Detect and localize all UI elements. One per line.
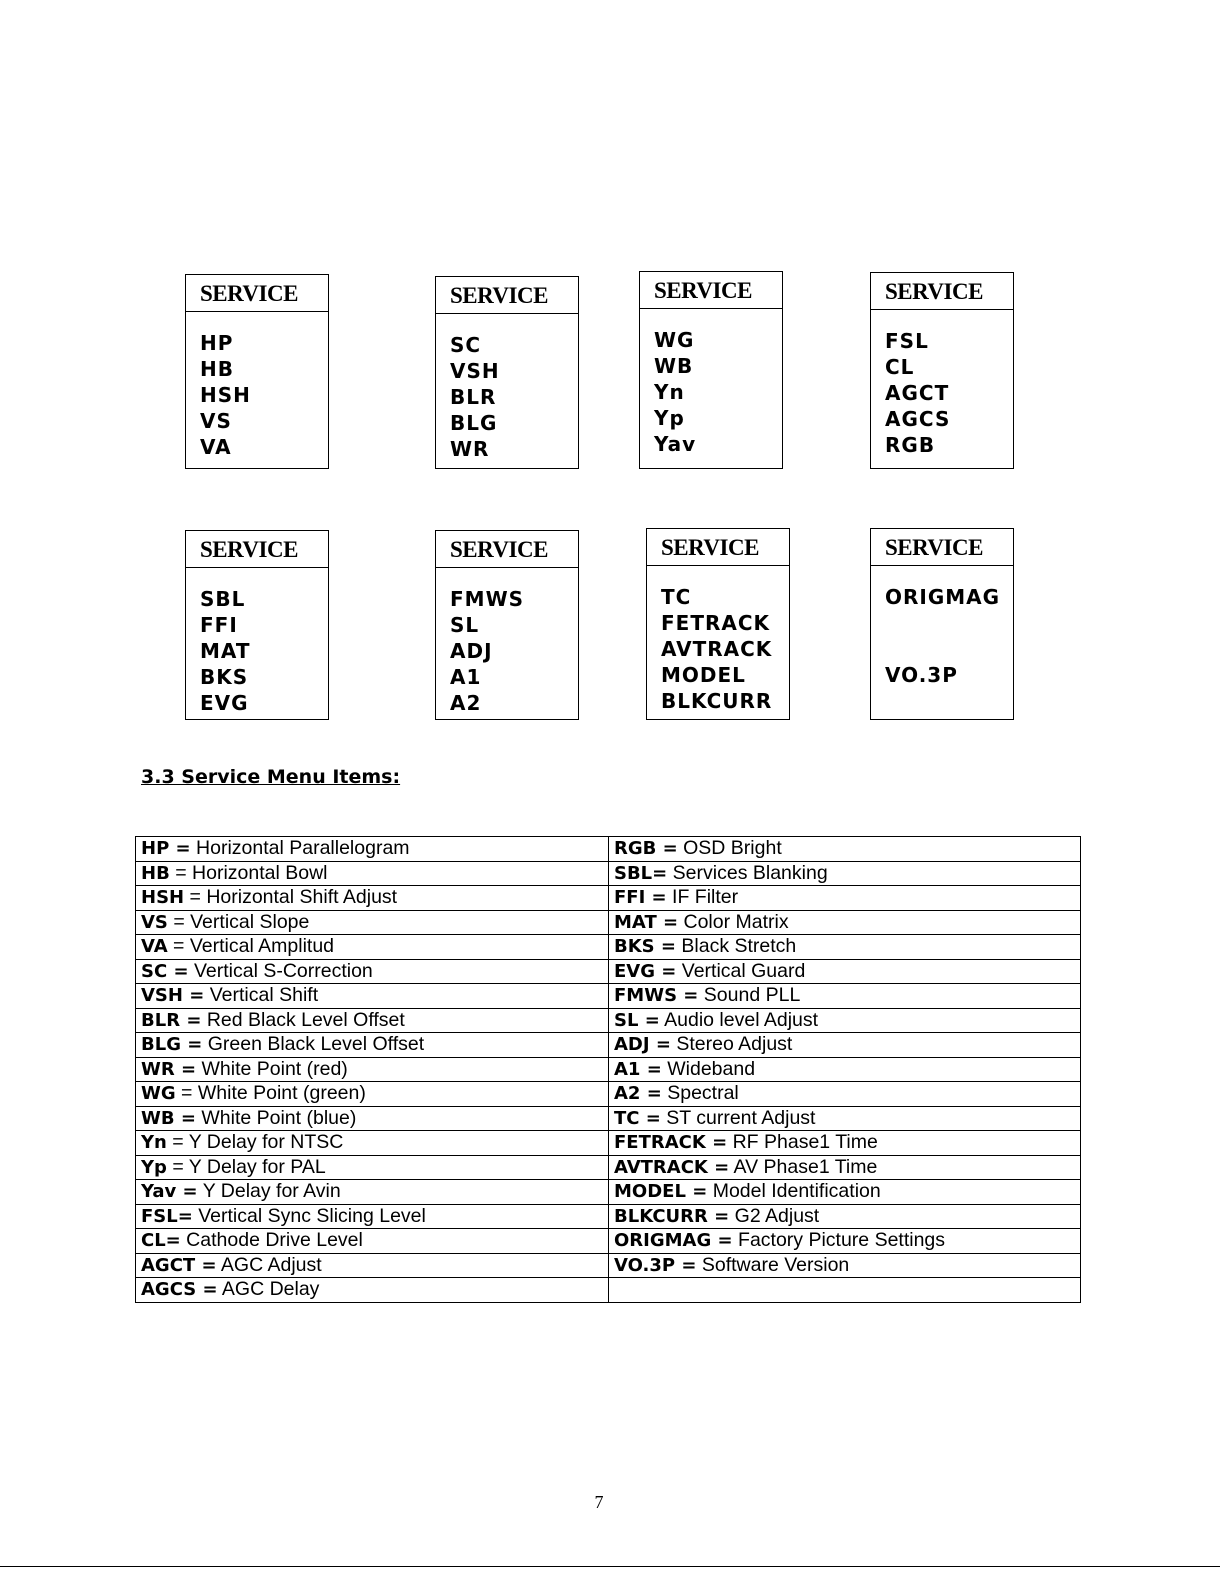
service-menu-items-table: [135, 836, 1081, 1303]
service-menu-item: WG: [654, 328, 695, 352]
service-menu-item: AGCS: [885, 407, 951, 431]
service-menu-item: VSH: [450, 359, 500, 383]
item-abbreviation: BLR =: [141, 1009, 202, 1031]
table-cell-right: [609, 1057, 1081, 1082]
item-description: IF Filter: [666, 886, 739, 909]
item-description: Vertical Sync Slicing Level: [192, 1204, 426, 1227]
service-menu-item: CL: [885, 355, 915, 379]
table-cell-right: [609, 1008, 1081, 1033]
service-menu-item: MODEL: [661, 663, 746, 687]
service-menu-item: HSH: [200, 383, 251, 407]
service-menu-item: EVG: [200, 691, 249, 715]
item-abbreviation: EVG =: [614, 960, 677, 982]
item-description: Red Black Level Offset: [201, 1008, 405, 1031]
table-cell-right: [609, 1106, 1081, 1131]
item-abbreviation: VA: [141, 936, 168, 958]
item-description: = Horizontal Shift Adjust: [184, 886, 398, 909]
service-menu-item: HB: [200, 357, 234, 381]
table-cell-left: [136, 1106, 609, 1131]
table-cell-left: [136, 984, 609, 1009]
service-menu-item: SC: [450, 333, 482, 357]
service-menu-item: BKS: [200, 665, 249, 689]
item-abbreviation: AVTRACK =: [614, 1156, 730, 1178]
service-menu-box: [435, 530, 579, 720]
item-description: Vertical Guard: [676, 959, 806, 982]
service-menu-item: MAT: [200, 639, 251, 663]
service-menu-title: SERVICE: [436, 531, 578, 568]
item-description: Horizontal Parallelogram: [190, 837, 410, 860]
item-abbreviation: BLKCURR =: [614, 1205, 730, 1227]
service-menu-item: SBL: [200, 587, 246, 611]
service-menu-item: A2: [450, 691, 482, 715]
service-menu-item-list: [436, 568, 578, 716]
table-row: [136, 959, 1081, 984]
item-abbreviation: HSH: [141, 887, 185, 909]
item-description: Stereo Adjust: [670, 1033, 793, 1056]
item-description: Vertical Shift: [204, 984, 319, 1007]
table-cell-left: [136, 1008, 609, 1033]
table-cell-left: [136, 1204, 609, 1229]
table-row: [136, 1253, 1081, 1278]
table-cell-left: [136, 910, 609, 935]
footer-divider: [0, 1566, 1220, 1567]
item-abbreviation: BKS =: [614, 936, 676, 958]
item-abbreviation: BLG =: [141, 1034, 203, 1056]
table-cell-right: [609, 1229, 1081, 1254]
table-row: [136, 1155, 1081, 1180]
service-menu-title: SERVICE: [640, 272, 782, 309]
service-menu-box: [185, 274, 329, 469]
item-description: White Point (blue): [195, 1106, 357, 1129]
item-abbreviation: TC =: [614, 1107, 661, 1129]
table-cell-left: [136, 1180, 609, 1205]
item-description: AGC Delay: [217, 1278, 320, 1301]
item-abbreviation: VSH =: [141, 985, 205, 1007]
service-menu-box: [185, 530, 329, 720]
item-abbreviation: HP =: [141, 838, 191, 860]
table-cell-right: [609, 1082, 1081, 1107]
service-menu-item: HP: [200, 331, 234, 355]
table-row: [136, 984, 1081, 1009]
service-menu-item: AGCT: [885, 381, 950, 405]
table-cell-right: [609, 1180, 1081, 1205]
item-abbreviation: SBL=: [614, 862, 668, 884]
item-abbreviation: HB: [141, 862, 170, 884]
table-cell-left: [136, 1033, 609, 1058]
item-description: Green Black Level Offset: [202, 1033, 425, 1056]
item-abbreviation: SL =: [614, 1009, 660, 1031]
item-description: Color Matrix: [678, 910, 789, 933]
item-description: = Y Delay for NTSC: [166, 1131, 344, 1154]
item-abbreviation: VO.3P =: [614, 1254, 697, 1276]
table-cell-left: [136, 1082, 609, 1107]
table-row: [136, 1033, 1081, 1058]
section-heading: 3.3 Service Menu Items:: [141, 766, 401, 788]
table-cell-right: [609, 1278, 1081, 1303]
table-row: [136, 1229, 1081, 1254]
item-abbreviation: WG: [141, 1083, 176, 1105]
service-menu-item: Yav: [654, 432, 697, 456]
table-cell-right: [609, 959, 1081, 984]
service-menu-item: ADJ: [450, 639, 493, 663]
table-cell-left: [136, 1155, 609, 1180]
table-row: [136, 1057, 1081, 1082]
item-abbreviation: AGCT =: [141, 1254, 217, 1276]
table-cell-right: [609, 1204, 1081, 1229]
service-menu-item: AVTRACK: [661, 637, 773, 661]
service-menu-item: BLR: [450, 385, 497, 409]
table-cell-left: [136, 1253, 609, 1278]
service-menu-item: Yn: [654, 380, 685, 404]
table-row: [136, 935, 1081, 960]
item-abbreviation: ORIGMAG =: [614, 1230, 733, 1252]
item-description: Factory Picture Settings: [732, 1229, 946, 1252]
item-description: Spectral: [661, 1082, 739, 1105]
item-description: Y Delay for Avin: [197, 1180, 341, 1203]
service-menu-item-list: [871, 310, 1013, 458]
item-abbreviation: SC =: [141, 960, 189, 982]
table-cell-right: [609, 1033, 1081, 1058]
table-cell-left: [136, 1229, 609, 1254]
service-menu-item-list: [640, 309, 782, 457]
item-abbreviation: FSL=: [141, 1205, 193, 1227]
service-menu-item: A1: [450, 665, 482, 689]
item-abbreviation: A1 =: [614, 1058, 662, 1080]
item-description: Sound PLL: [698, 984, 801, 1007]
item-description: RF Phase1 Time: [727, 1131, 878, 1154]
table-cell-left: [136, 886, 609, 911]
table-row: [136, 886, 1081, 911]
page-number: 7: [594, 1492, 604, 1512]
item-abbreviation: WR =: [141, 1058, 197, 1080]
table-row: [136, 1180, 1081, 1205]
table-row: [136, 910, 1081, 935]
service-menu-item: FETRACK: [661, 611, 771, 635]
item-abbreviation: ADJ =: [614, 1034, 671, 1056]
service-menu-item-list: [186, 568, 328, 716]
item-description: AV Phase1 Time: [729, 1155, 878, 1178]
item-description: ST current Adjust: [660, 1106, 816, 1129]
table-row: [136, 837, 1081, 862]
item-description: = Vertical Amplitud: [167, 935, 335, 958]
table-cell-right: [609, 910, 1081, 935]
item-description: Cathode Drive Level: [180, 1229, 363, 1252]
item-description: = White Point (green): [175, 1082, 366, 1105]
service-menu-item: ORIGMAG: [885, 585, 1001, 609]
service-menu-item-list: [436, 314, 578, 462]
item-description: = Y Delay for PAL: [166, 1155, 326, 1178]
item-abbreviation: Yn: [141, 1132, 167, 1154]
service-menu-item: Yp: [654, 406, 685, 430]
table-row: [136, 861, 1081, 886]
item-description: Wideband: [661, 1057, 756, 1080]
table-cell-right: [609, 1131, 1081, 1156]
table-cell-left: [136, 1278, 609, 1303]
item-abbreviation: A2 =: [614, 1083, 662, 1105]
item-description: Black Stretch: [675, 935, 797, 958]
service-menu-item: TC: [661, 585, 692, 609]
item-abbreviation: FFI =: [614, 887, 667, 909]
item-description: White Point (red): [196, 1057, 348, 1080]
service-menu-box: [435, 276, 579, 469]
service-menu-item: VO.3P: [885, 663, 958, 687]
item-description: Model Identification: [707, 1180, 881, 1203]
item-description: OSD Bright: [677, 837, 782, 860]
item-abbreviation: AGCS =: [141, 1279, 218, 1301]
table-row: [136, 1106, 1081, 1131]
item-abbreviation: FMWS =: [614, 985, 699, 1007]
item-abbreviation: Yav =: [141, 1181, 198, 1203]
item-description: Services Blanking: [667, 861, 828, 884]
service-menu-title: SERVICE: [186, 531, 328, 568]
service-menu-item: WB: [654, 354, 694, 378]
service-menu-item: VS: [200, 409, 232, 433]
item-description: Audio level Adjust: [659, 1008, 819, 1031]
service-menu-item: BLKCURR: [661, 689, 773, 713]
service-menu-item: WR: [450, 437, 490, 461]
item-description: = Horizontal Bowl: [169, 861, 328, 884]
table-cell-right: [609, 1155, 1081, 1180]
item-abbreviation: CL=: [141, 1230, 181, 1252]
item-abbreviation: FETRACK =: [614, 1132, 728, 1154]
table-cell-right: [609, 1253, 1081, 1278]
service-menu-item: FSL: [885, 329, 929, 353]
service-menu-item-list: [647, 566, 789, 714]
item-abbreviation: WB =: [141, 1107, 196, 1129]
service-menu-item-list: [186, 312, 328, 460]
item-description: Vertical S-Correction: [188, 959, 373, 982]
service-menu-box: [870, 528, 1014, 720]
service-menu-item: FFI: [200, 613, 238, 637]
service-menu-title: SERVICE: [186, 275, 328, 312]
service-menu-title: SERVICE: [871, 529, 1013, 566]
service-menu-item: RGB: [885, 433, 936, 457]
item-abbreviation: VS: [141, 911, 168, 933]
table-cell-left: [136, 837, 609, 862]
table-cell-right: [609, 837, 1081, 862]
item-description: AGC Adjust: [216, 1253, 322, 1276]
service-menu-box: [639, 271, 783, 469]
table-cell-left: [136, 1131, 609, 1156]
service-menu-title: SERVICE: [436, 277, 578, 314]
item-abbreviation: MAT =: [614, 911, 679, 933]
table-cell-right: [609, 984, 1081, 1009]
table-row: [136, 1204, 1081, 1229]
service-menu-item: SL: [450, 613, 480, 637]
table-row: [136, 1008, 1081, 1033]
service-menu-item: FMWS: [450, 587, 525, 611]
table-cell-left: [136, 861, 609, 886]
item-description: = Vertical Slope: [167, 910, 310, 933]
table-row: [136, 1131, 1081, 1156]
table-cell-left: [136, 1057, 609, 1082]
service-menu-title: SERVICE: [647, 529, 789, 566]
table-cell-right: [609, 886, 1081, 911]
service-menu-title: SERVICE: [871, 273, 1013, 310]
table-cell-right: [609, 861, 1081, 886]
service-menu-item: VA: [200, 435, 232, 459]
menu-spacer: [885, 610, 1013, 662]
item-abbreviation: MODEL =: [614, 1181, 708, 1203]
table-cell-left: [136, 935, 609, 960]
service-menu-box: [870, 272, 1014, 469]
table-row: [136, 1278, 1081, 1303]
table-row: [136, 1082, 1081, 1107]
item-abbreviation: RGB =: [614, 838, 678, 860]
item-description: G2 Adjust: [729, 1204, 820, 1227]
service-menu-item-list: [871, 566, 1013, 688]
service-menu-item: BLG: [450, 411, 498, 435]
table-cell-left: [136, 959, 609, 984]
item-description: Software Version: [696, 1253, 850, 1276]
service-menu-box: [646, 528, 790, 720]
table-cell-right: [609, 935, 1081, 960]
item-abbreviation: Yp: [141, 1156, 167, 1178]
